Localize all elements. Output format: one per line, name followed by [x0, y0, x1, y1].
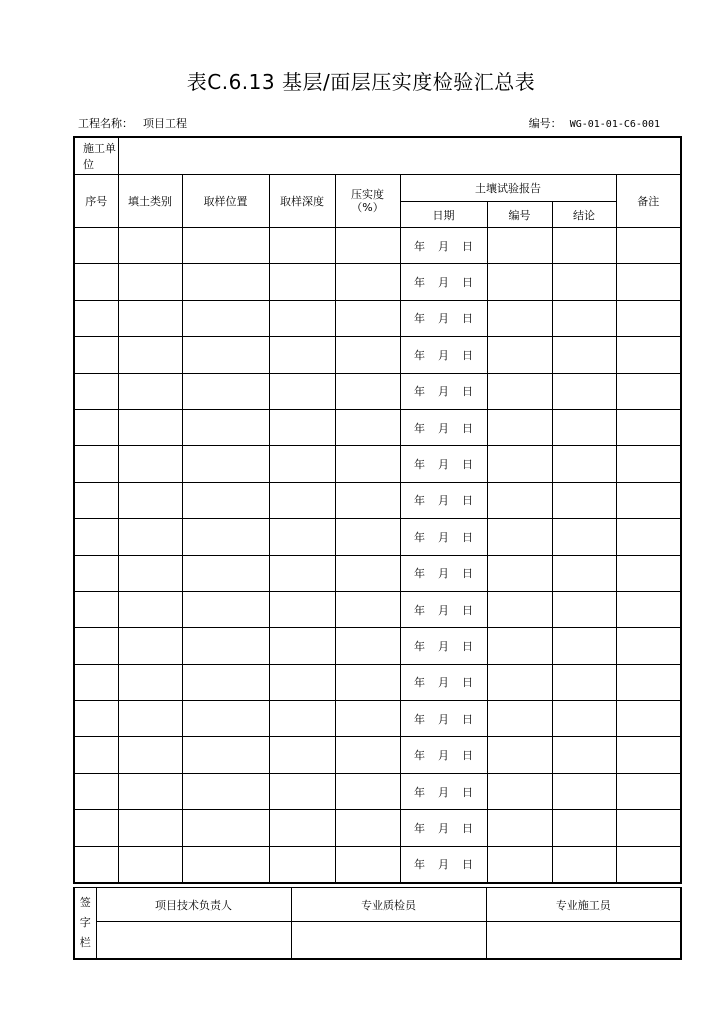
cell-number[interactable]: [487, 628, 552, 664]
cell-remarks[interactable]: [616, 228, 681, 264]
date-year-label: 年: [414, 821, 425, 835]
cell-remarks[interactable]: [616, 737, 681, 773]
cell-sample-location[interactable]: [182, 264, 269, 300]
cell-compaction[interactable]: [335, 773, 400, 809]
cell-fill-type[interactable]: [118, 773, 182, 809]
table-row: [74, 446, 681, 482]
cell-sample-depth[interactable]: [269, 664, 335, 700]
header-soil-report: 土壤试验报告: [400, 175, 616, 202]
table-row: [74, 482, 681, 518]
table-row: [74, 337, 681, 373]
date-day-label: 日: [462, 458, 473, 472]
header-row: [74, 175, 681, 202]
date-day-label: 日: [462, 530, 473, 544]
cell-seq[interactable]: [74, 337, 118, 373]
date-day-label: 日: [462, 276, 473, 290]
cell-fill-type[interactable]: [118, 555, 182, 591]
date-day-label: 日: [462, 494, 473, 508]
cell-fill-type[interactable]: [118, 373, 182, 409]
cell-compaction[interactable]: [335, 628, 400, 664]
cell-remarks[interactable]: [616, 409, 681, 445]
cell-sample-location[interactable]: [182, 810, 269, 846]
date-year-label: 年: [414, 494, 425, 508]
table-row: [74, 300, 681, 336]
date-year-label: 年: [414, 749, 425, 763]
signature-label-char: 栏: [79, 935, 91, 949]
cell-seq[interactable]: [74, 482, 118, 518]
signature-construction-worker-field[interactable]: [486, 922, 681, 959]
table-row: [74, 373, 681, 409]
date-month-label: 月: [438, 312, 449, 326]
cell-seq[interactable]: [74, 664, 118, 700]
date-day-label: 日: [462, 239, 473, 253]
cell-remarks[interactable]: [616, 482, 681, 518]
cell-number[interactable]: [487, 228, 552, 264]
date-year-label: 年: [414, 239, 425, 253]
cell-conclusion[interactable]: [552, 591, 616, 627]
cell-remarks[interactable]: [616, 264, 681, 300]
cell-sample-location[interactable]: [182, 300, 269, 336]
page-title: 表C.6.13 基层/面层压实度检验汇总表: [186, 70, 536, 94]
construction-unit-value[interactable]: [118, 137, 681, 175]
construction-unit-row: [74, 137, 681, 175]
date-day-label: 日: [462, 858, 473, 872]
signature-field-row: [74, 922, 681, 959]
project-name-value[interactable]: 项目工程: [143, 117, 187, 130]
cell-remarks[interactable]: [616, 810, 681, 846]
date-month-label: 月: [438, 603, 449, 617]
date-year-label: 年: [414, 639, 425, 653]
date-day-label: 日: [462, 639, 473, 653]
cell-seq[interactable]: [74, 228, 118, 264]
form-code: [529, 115, 660, 131]
cell-seq[interactable]: [74, 300, 118, 336]
cell-compaction[interactable]: [335, 373, 400, 409]
signature-tech-lead-field[interactable]: [96, 922, 291, 959]
signature-label: [74, 888, 96, 959]
table-row: [74, 409, 681, 445]
cell-sample-location[interactable]: [182, 519, 269, 555]
cell-conclusion[interactable]: [552, 337, 616, 373]
cell-compaction[interactable]: [335, 664, 400, 700]
date-day-label: 日: [462, 421, 473, 435]
cell-date[interactable]: [400, 846, 487, 883]
cell-conclusion[interactable]: [552, 773, 616, 809]
signature-construction-worker-label: 专业施工员: [486, 888, 681, 922]
cell-remarks[interactable]: [616, 519, 681, 555]
header-number: 编号: [487, 202, 552, 228]
cell-date[interactable]: [400, 373, 487, 409]
cell-fill-type[interactable]: [118, 810, 182, 846]
cell-date[interactable]: [400, 810, 487, 846]
cell-seq[interactable]: [74, 264, 118, 300]
cell-conclusion[interactable]: [552, 810, 616, 846]
date-year-label: 年: [414, 676, 425, 690]
date-year-label: 年: [414, 421, 425, 435]
cell-date[interactable]: [400, 737, 487, 773]
signature-table: [73, 887, 682, 960]
signature-tech-lead-label: 项目技术负责人: [96, 888, 291, 922]
cell-conclusion[interactable]: [552, 519, 616, 555]
cell-number[interactable]: [487, 264, 552, 300]
cell-conclusion[interactable]: [552, 373, 616, 409]
cell-sample-depth[interactable]: [269, 519, 335, 555]
date-month-label: 月: [438, 494, 449, 508]
construction-unit-label: 施工单位: [74, 137, 118, 175]
cell-date[interactable]: [400, 337, 487, 373]
cell-fill-type[interactable]: [118, 228, 182, 264]
date-day-label: 日: [462, 749, 473, 763]
project-name-label: 工程名称：: [78, 117, 133, 130]
header-conclusion: 结论: [552, 202, 616, 228]
cell-date[interactable]: [400, 228, 487, 264]
cell-sample-location[interactable]: [182, 664, 269, 700]
cell-sample-depth[interactable]: [269, 701, 335, 737]
cell-sample-location[interactable]: [182, 555, 269, 591]
cell-remarks[interactable]: [616, 373, 681, 409]
table-row: [74, 591, 681, 627]
date-month-label: 月: [438, 712, 449, 726]
cell-compaction[interactable]: [335, 591, 400, 627]
cell-conclusion[interactable]: [552, 555, 616, 591]
cell-conclusion[interactable]: [552, 664, 616, 700]
cell-fill-type[interactable]: [118, 664, 182, 700]
cell-conclusion[interactable]: [552, 737, 616, 773]
cell-conclusion[interactable]: [552, 628, 616, 664]
cell-seq[interactable]: [74, 446, 118, 482]
date-month-label: 月: [438, 421, 449, 435]
date-year-label: 年: [414, 348, 425, 362]
cell-date[interactable]: [400, 300, 487, 336]
table-row: [74, 628, 681, 664]
cell-remarks[interactable]: [616, 300, 681, 336]
cell-fill-type[interactable]: [118, 300, 182, 336]
date-day-label: 日: [462, 712, 473, 726]
date-month-label: 月: [438, 385, 449, 399]
date-year-label: 年: [414, 312, 425, 326]
cell-compaction[interactable]: [335, 409, 400, 445]
date-month-label: 月: [438, 676, 449, 690]
cell-compaction[interactable]: [335, 264, 400, 300]
cell-number[interactable]: [487, 373, 552, 409]
table-row: [74, 846, 681, 883]
cell-conclusion[interactable]: [552, 446, 616, 482]
table-row: [74, 773, 681, 809]
cell-date[interactable]: [400, 264, 487, 300]
cell-sample-depth[interactable]: [269, 409, 335, 445]
cell-compaction[interactable]: [335, 846, 400, 883]
header-compaction-line1: 压实度: [351, 188, 384, 201]
cell-sample-location[interactable]: [182, 628, 269, 664]
cell-compaction[interactable]: [335, 337, 400, 373]
cell-number[interactable]: [487, 555, 552, 591]
date-day-label: 日: [462, 785, 473, 799]
cell-sample-depth[interactable]: [269, 846, 335, 883]
compaction-summary-table: [73, 136, 682, 884]
cell-sample-location[interactable]: [182, 846, 269, 883]
cell-date[interactable]: [400, 664, 487, 700]
project-name: [78, 115, 187, 131]
cell-conclusion[interactable]: [552, 264, 616, 300]
signature-label-char: 字: [79, 915, 91, 929]
cell-seq[interactable]: [74, 555, 118, 591]
cell-sample-depth[interactable]: [269, 373, 335, 409]
cell-date[interactable]: [400, 482, 487, 518]
date-month-label: 月: [438, 239, 449, 253]
cell-compaction[interactable]: [335, 446, 400, 482]
date-day-label: 日: [462, 348, 473, 362]
table-row: [74, 737, 681, 773]
cell-number[interactable]: [487, 300, 552, 336]
cell-date[interactable]: [400, 519, 487, 555]
cell-sample-location[interactable]: [182, 446, 269, 482]
cell-sample-location[interactable]: [182, 737, 269, 773]
cell-number[interactable]: [487, 737, 552, 773]
cell-conclusion[interactable]: [552, 228, 616, 264]
date-month-label: 月: [438, 858, 449, 872]
date-year-label: 年: [414, 458, 425, 472]
cell-sample-depth[interactable]: [269, 337, 335, 373]
cell-remarks[interactable]: [616, 591, 681, 627]
cell-remarks[interactable]: [616, 337, 681, 373]
date-month-label: 月: [438, 348, 449, 362]
cell-remarks[interactable]: [616, 446, 681, 482]
cell-remarks[interactable]: [616, 628, 681, 664]
cell-seq[interactable]: [74, 409, 118, 445]
header-sample-location: 取样位置: [182, 175, 269, 228]
cell-remarks[interactable]: [616, 555, 681, 591]
cell-number[interactable]: [487, 846, 552, 883]
header-seq: 序号: [74, 175, 118, 228]
cell-conclusion[interactable]: [552, 300, 616, 336]
date-year-label: 年: [414, 858, 425, 872]
table-row: [74, 701, 681, 737]
cell-seq[interactable]: [74, 810, 118, 846]
date-day-label: 日: [462, 821, 473, 835]
signature-label-char: 签: [79, 895, 91, 909]
date-year-label: 年: [414, 603, 425, 617]
cell-number[interactable]: [487, 337, 552, 373]
table-row: [74, 264, 681, 300]
cell-number[interactable]: [487, 482, 552, 518]
signature-quality-inspector-label: 专业质检员: [291, 888, 486, 922]
cell-sample-location[interactable]: [182, 773, 269, 809]
cell-sample-depth[interactable]: [269, 810, 335, 846]
cell-sample-depth[interactable]: [269, 300, 335, 336]
cell-fill-type[interactable]: [118, 264, 182, 300]
cell-date[interactable]: [400, 628, 487, 664]
cell-fill-type[interactable]: [118, 846, 182, 883]
cell-fill-type[interactable]: [118, 482, 182, 518]
cell-date[interactable]: [400, 701, 487, 737]
cell-number[interactable]: [487, 446, 552, 482]
cell-remarks[interactable]: [616, 664, 681, 700]
signature-quality-inspector-field[interactable]: [291, 922, 486, 959]
cell-conclusion[interactable]: [552, 409, 616, 445]
cell-date[interactable]: [400, 409, 487, 445]
cell-sample-location[interactable]: [182, 228, 269, 264]
cell-number[interactable]: [487, 519, 552, 555]
date-month-label: 月: [438, 567, 449, 581]
cell-sample-depth[interactable]: [269, 446, 335, 482]
cell-sample-depth[interactable]: [269, 773, 335, 809]
cell-sample-depth[interactable]: [269, 555, 335, 591]
table-row: [74, 228, 681, 264]
cell-sample-depth[interactable]: [269, 737, 335, 773]
cell-remarks[interactable]: [616, 773, 681, 809]
date-day-label: 日: [462, 312, 473, 326]
cell-compaction[interactable]: [335, 228, 400, 264]
date-month-label: 月: [438, 821, 449, 835]
date-month-label: 月: [438, 458, 449, 472]
cell-fill-type[interactable]: [118, 409, 182, 445]
form-code-label: 编号：: [528, 117, 562, 130]
date-day-label: 日: [462, 567, 473, 581]
cell-number[interactable]: [487, 701, 552, 737]
cell-sample-location[interactable]: [182, 701, 269, 737]
header-fill-type: 填土类别: [118, 175, 182, 228]
date-day-label: 日: [462, 676, 473, 690]
cell-compaction[interactable]: [335, 810, 400, 846]
table-row: [74, 555, 681, 591]
cell-date[interactable]: [400, 555, 487, 591]
header-remarks: 备注: [616, 175, 681, 228]
cell-fill-type[interactable]: [118, 737, 182, 773]
cell-remarks[interactable]: [616, 846, 681, 883]
table-row: [74, 519, 681, 555]
cell-number[interactable]: [487, 409, 552, 445]
date-month-label: 月: [438, 639, 449, 653]
cell-fill-type[interactable]: [118, 446, 182, 482]
cell-sample-location[interactable]: [182, 409, 269, 445]
date-month-label: 月: [438, 749, 449, 763]
cell-sample-location[interactable]: [182, 373, 269, 409]
cell-number[interactable]: [487, 810, 552, 846]
header-compaction-line2: （%）: [351, 201, 384, 214]
table-row: [74, 810, 681, 846]
cell-sample-location[interactable]: [182, 591, 269, 627]
cell-seq[interactable]: [74, 373, 118, 409]
cell-sample-depth[interactable]: [269, 591, 335, 627]
header-date: 日期: [400, 202, 487, 228]
cell-sample-location[interactable]: [182, 337, 269, 373]
cell-conclusion[interactable]: [552, 846, 616, 883]
date-year-label: 年: [414, 530, 425, 544]
cell-seq[interactable]: [74, 591, 118, 627]
cell-number[interactable]: [487, 664, 552, 700]
date-month-label: 月: [438, 785, 449, 799]
cell-remarks[interactable]: [616, 701, 681, 737]
header-sample-depth: 取样深度: [269, 175, 335, 228]
table-row: [74, 664, 681, 700]
cell-seq[interactable]: [74, 701, 118, 737]
cell-compaction[interactable]: [335, 482, 400, 518]
cell-compaction[interactable]: [335, 737, 400, 773]
date-year-label: 年: [414, 385, 425, 399]
cell-seq[interactable]: [74, 737, 118, 773]
cell-sample-depth[interactable]: [269, 482, 335, 518]
cell-number[interactable]: [487, 591, 552, 627]
signature-header-row: [74, 888, 681, 922]
cell-date[interactable]: [400, 773, 487, 809]
date-day-label: 日: [462, 385, 473, 399]
cell-sample-depth[interactable]: [269, 628, 335, 664]
cell-seq[interactable]: [74, 519, 118, 555]
cell-seq[interactable]: [74, 628, 118, 664]
cell-sample-depth[interactable]: [269, 228, 335, 264]
cell-fill-type[interactable]: [118, 701, 182, 737]
date-year-label: 年: [414, 276, 425, 290]
cell-compaction[interactable]: [335, 519, 400, 555]
cell-date[interactable]: [400, 591, 487, 627]
cell-sample-depth[interactable]: [269, 264, 335, 300]
date-month-label: 月: [438, 530, 449, 544]
cell-compaction[interactable]: [335, 300, 400, 336]
cell-compaction[interactable]: [335, 555, 400, 591]
cell-conclusion[interactable]: [552, 482, 616, 518]
date-year-label: 年: [414, 712, 425, 726]
header-compaction: [335, 175, 400, 228]
cell-fill-type[interactable]: [118, 519, 182, 555]
form-code-value[interactable]: WG-01-01-C6-001: [569, 119, 660, 130]
date-month-label: 月: [438, 276, 449, 290]
cell-compaction[interactable]: [335, 701, 400, 737]
cell-seq[interactable]: [74, 846, 118, 883]
date-year-label: 年: [414, 567, 425, 581]
cell-conclusion[interactable]: [552, 701, 616, 737]
cell-fill-type[interactable]: [118, 337, 182, 373]
cell-fill-type[interactable]: [118, 591, 182, 627]
cell-fill-type[interactable]: [118, 628, 182, 664]
cell-seq[interactable]: [74, 773, 118, 809]
cell-date[interactable]: [400, 446, 487, 482]
cell-sample-location[interactable]: [182, 482, 269, 518]
cell-number[interactable]: [487, 773, 552, 809]
date-year-label: 年: [414, 785, 425, 799]
date-day-label: 日: [462, 603, 473, 617]
